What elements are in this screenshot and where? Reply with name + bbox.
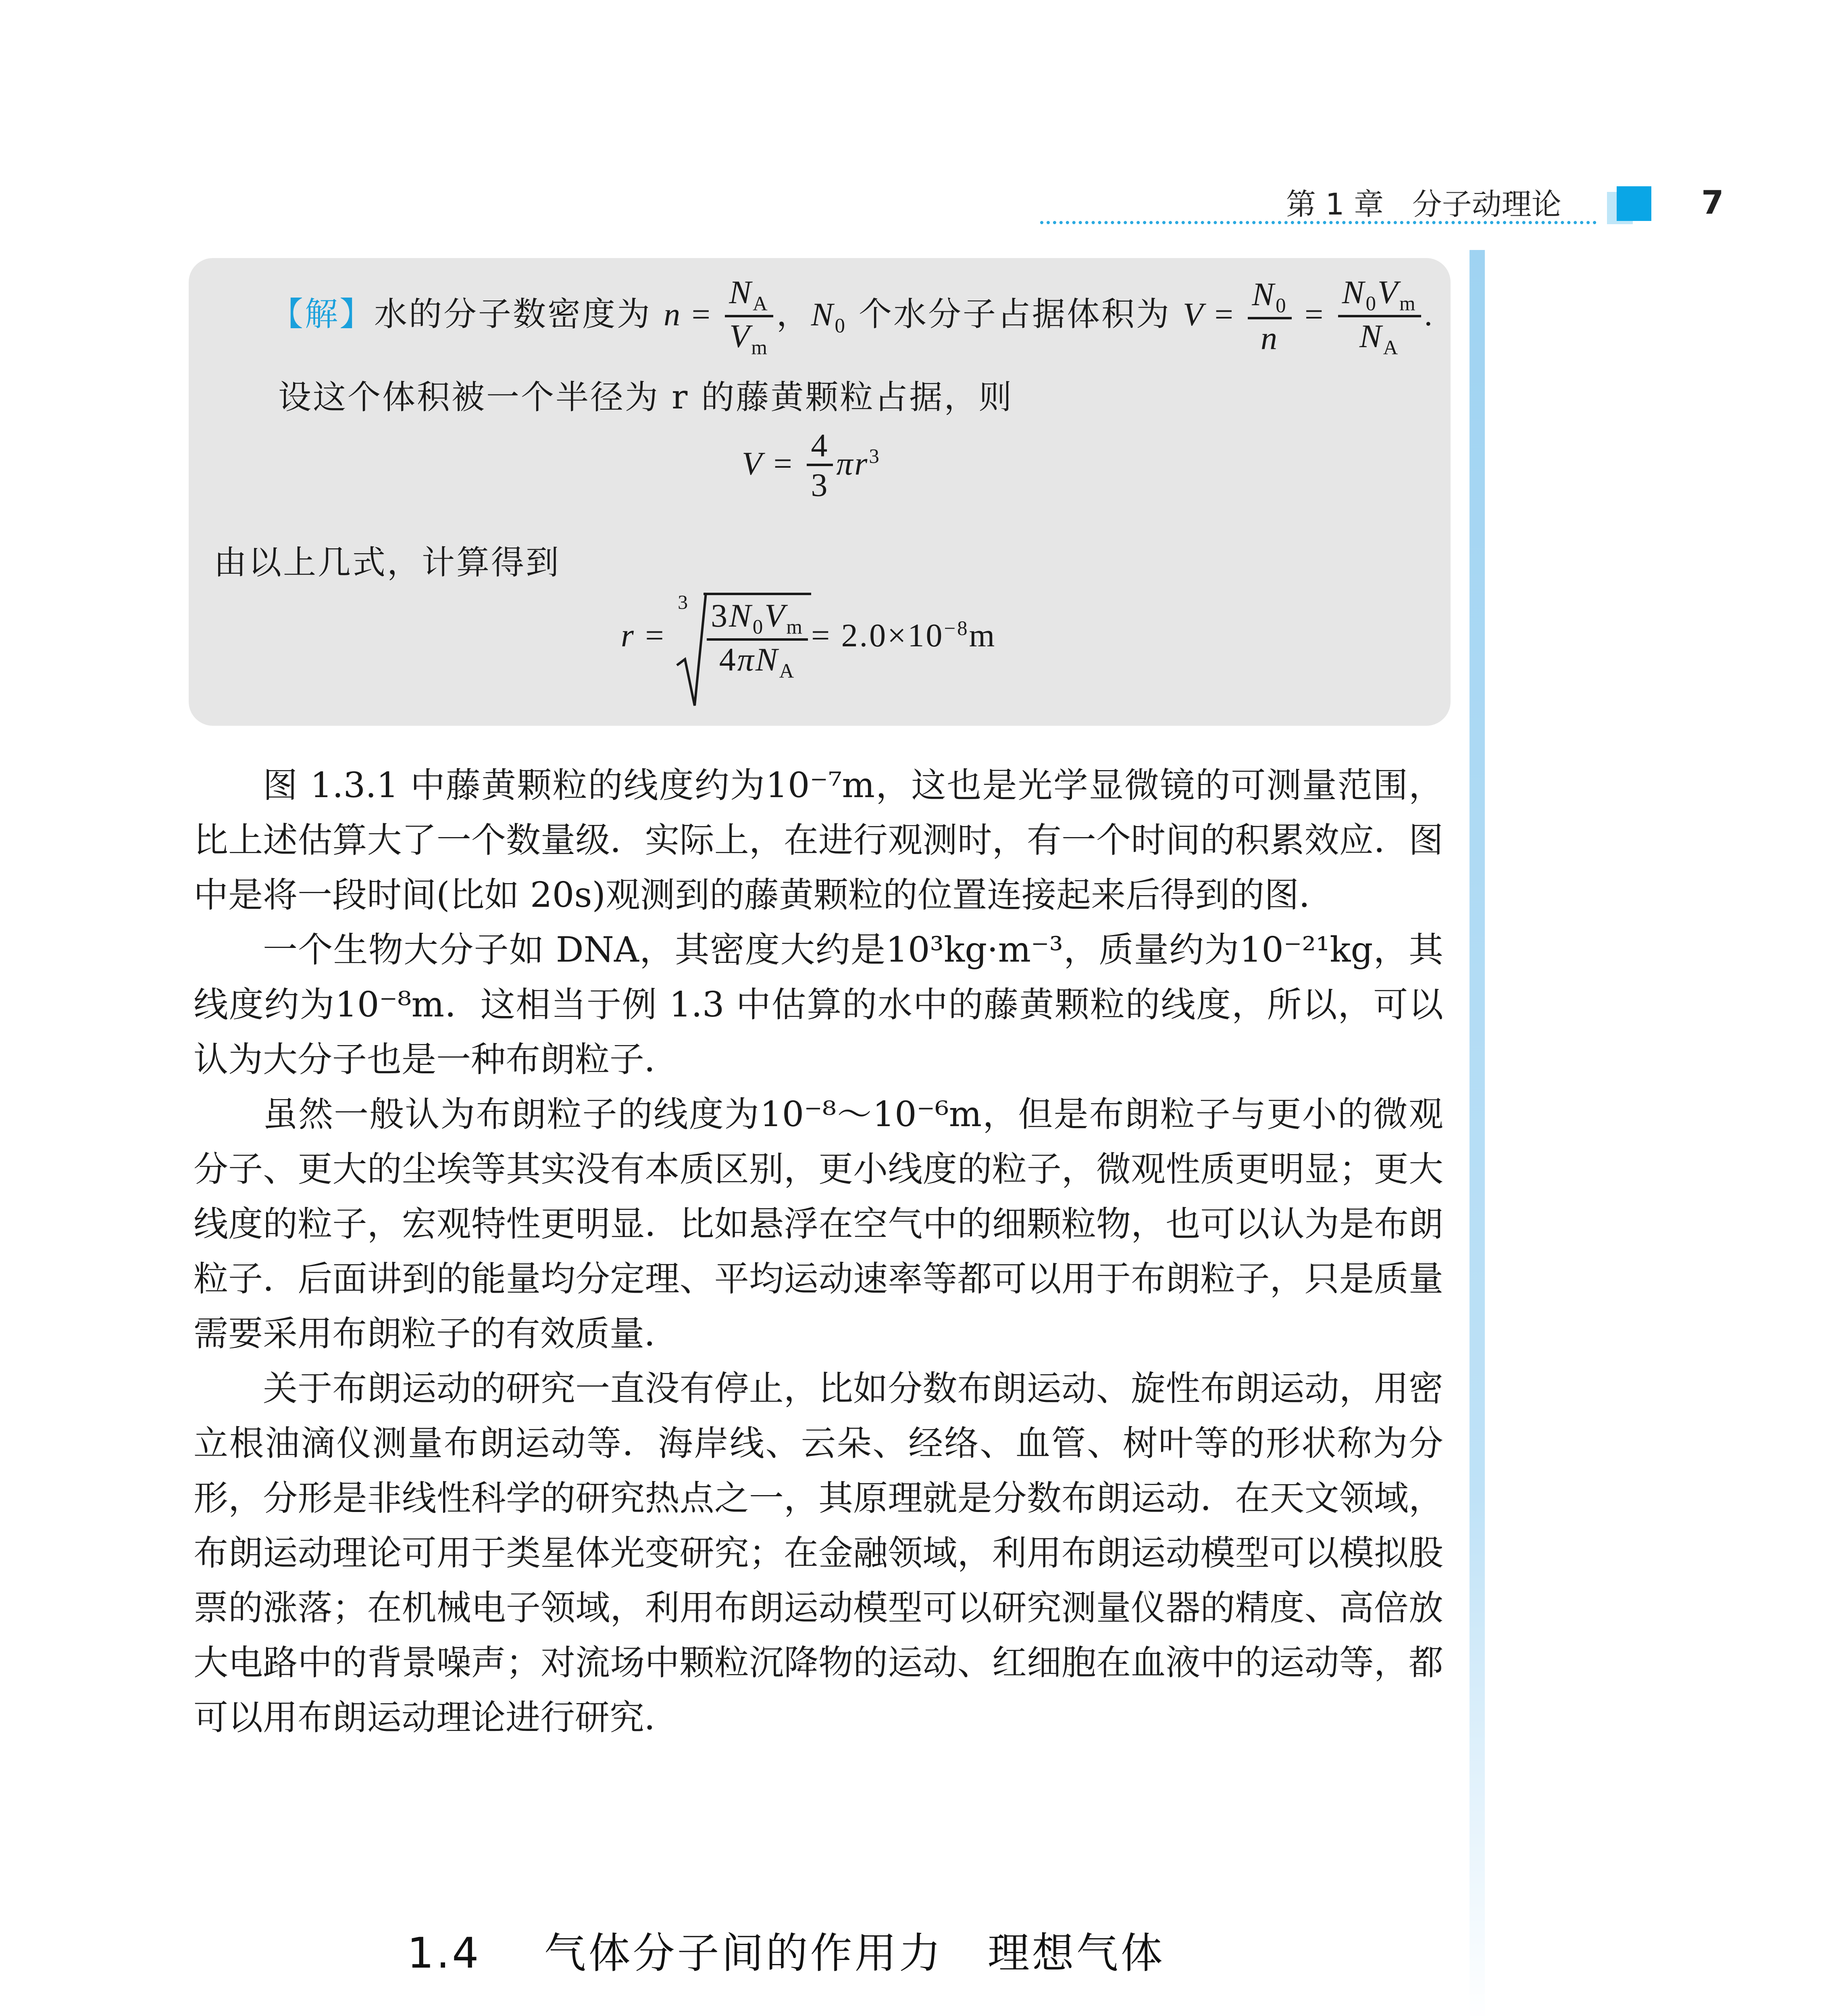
chapter-number: 第 1 章 — [1286, 187, 1384, 222]
radius-formula: r = 3 $\frac{3N_0V_m}{4\pi N_A}$ = $2.0\times 10^{-8}m$ — [621, 593, 996, 683]
paragraph: 图 1.3.1 中藤黄颗粒的线度约为10⁻⁷m，这也是光学显微镜的可测量范围，比上述估算大了一个数量级．实际上，在进行观测时，有一个时间的积累效应．图中是将一段时间(比如 20s)观测到的藤黄颗粒的位置连接起来后得到的图． — [194, 765, 1443, 915]
body-text-1 — [194, 758, 1443, 1745]
symbol-n0-sub: 0 — [835, 314, 847, 337]
fraction-n0vm-na: $\frac{N_0V_m}{N_A}$ — [1338, 274, 1421, 359]
paragraph: 关于布朗运动的研究一直没有停止，比如分数布朗运动、旋性布朗运动，用密立根油滴仪测量布朗运动等．海岸线、云朵、经络、血管、树叶等的形状称为分形，分形是非线性科学的研究热点之一，其原理就是分数布朗运动．在天文领域，布朗运动理论可用于类星体光变研究；在金融领域，利用布朗运动模型可以模拟股票的涨落；在机械电子领域，利用布朗运动模型可以研究测量仪器的精度、高倍放大电路中的背景噪声；对流场中颗粒沉降物的运动、红细胞在血液中的运动等，都可以用布朗运动理论进行研究． — [194, 1368, 1443, 1738]
volume-formula: V = $\frac{4}{3}$ $\pi r^3$ — [742, 427, 881, 504]
paragraph: 虽然一般认为布朗粒子的线度为10⁻⁸～10⁻⁶m，但是布朗粒子与更小的微观分子、更大的尘埃等其实没有本质区别，更小线度的粒子，微观性质更明显；更大线度的粒子，宏观特性更明显．比如悬浮在空气中的细颗粒物，也可以认为是布朗粒子．后面讲到的能量均分定理、平均运动速率等都可以用于布朗粒子，只是质量需要采用布朗粒子的有效质量． — [194, 1094, 1443, 1354]
section-heading — [407, 1919, 1165, 1980]
radius-result: = 2.0×10 — [811, 617, 944, 654]
solution-label: 【解】 — [270, 295, 375, 334]
paragraph: 一个生物大分子如 DNA，其密度大约是10³kg·m⁻³，质量约为10⁻²¹kg，其线度约为10⁻⁸m．这相当于例 1.3 中估算的水中的藤黄颗粒的线度，所以，可以认为大分子也是一种布朗粒子． — [194, 930, 1443, 1080]
page-number: 7 — [1701, 184, 1724, 221]
fraction-na-vm: $\frac{N_A}{V_m}$ — [725, 274, 773, 359]
section-number: 1.4 — [407, 1929, 481, 1978]
margin-color-bar — [1470, 250, 1485, 2016]
section-title: 气体分子间的作用力 理想气体 — [544, 1929, 1165, 1978]
header-dotted-rule — [1040, 221, 1597, 224]
chapter-title: 分子动理论 — [1412, 187, 1561, 222]
solution-text-1a: 水的分子数密度为 — [374, 295, 664, 334]
solution-line-1: 【解】水的分子数密度为 n = $\frac{N_A}{V_m}$ ，$N_0$ 个水分子占据体积为 V = $\frac{N_0}{n}$ = $\frac{N_0V_m}{N_A}$ . — [270, 274, 1434, 359]
solution-text-1c: 个水分子占据体积为 — [846, 295, 1183, 334]
running-header — [1286, 181, 1561, 223]
radius-result-exponent: −8 — [944, 616, 969, 639]
solution-line-2: 设这个体积被一个半径为 r 的藤黄颗粒占据，则 — [278, 378, 1014, 417]
radical-sign-icon — [675, 589, 708, 710]
header-square-icon — [1617, 186, 1651, 221]
radius-result-unit: m — [969, 617, 997, 654]
solution-line-3: 由以上几式，计算得到 — [214, 544, 561, 582]
fraction-n0-n: $\frac{N_0}{n}$ — [1248, 276, 1291, 358]
symbol-n0: N — [811, 296, 835, 333]
